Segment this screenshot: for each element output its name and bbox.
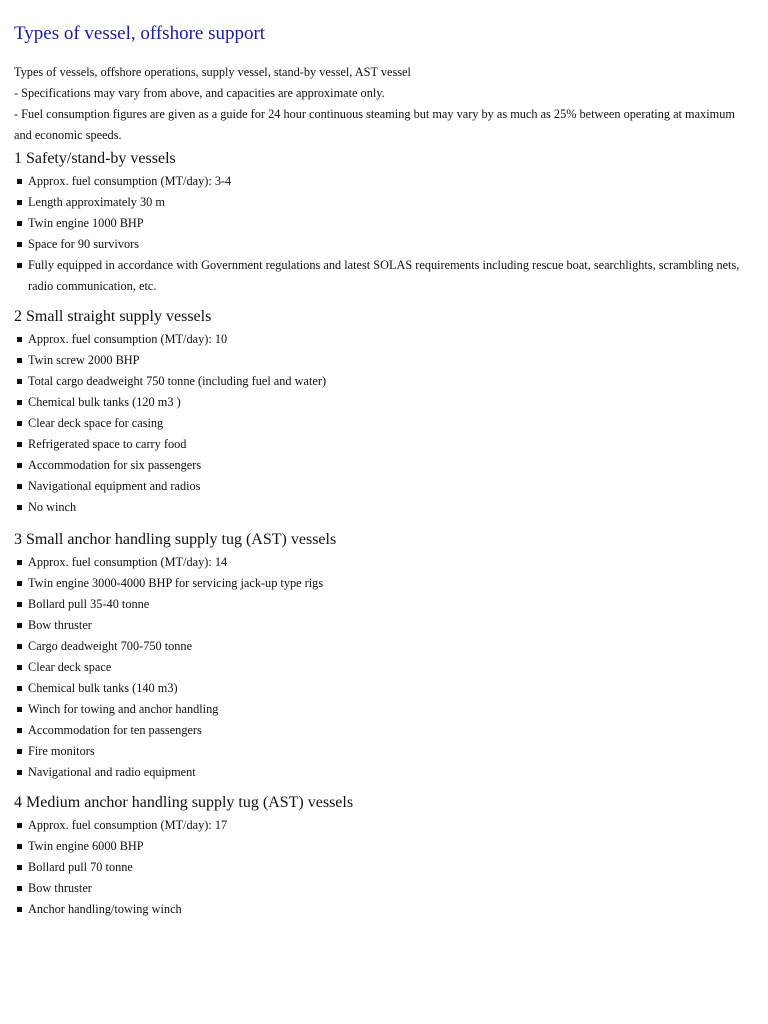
list-item-text: Bow thruster	[28, 618, 92, 632]
list-item	[14, 350, 754, 371]
list-item-text: Bollard pull 70 tonne	[28, 860, 133, 874]
list-item-text: Twin engine 3000-4000 BHP for servicing jack-up type rigs	[28, 576, 324, 590]
bullet-icon	[17, 665, 22, 670]
section-heading-safety-standby: 1 Safety/stand-by vessels	[14, 150, 176, 167]
bullet-icon	[17, 337, 22, 342]
list-item	[14, 899, 754, 920]
intro-block	[14, 62, 754, 146]
section-heading-small-supply: 2 Small straight supply vessels	[14, 308, 212, 325]
list-item-text: Approx. fuel consumption (MT/day): 17	[28, 818, 228, 832]
list-item	[14, 573, 754, 594]
list-item-text: Refrigerated space to carry food	[28, 437, 187, 451]
list-item-text: Twin screw 2000 BHP	[28, 353, 140, 367]
bullet-icon	[17, 505, 22, 510]
list-item-text: Navigational and radio equipment	[28, 765, 196, 779]
list-item	[14, 741, 754, 762]
list-item-text: Fire monitors	[28, 744, 95, 758]
list-item	[14, 213, 754, 234]
list-item	[14, 762, 754, 783]
bullet-icon	[17, 886, 22, 891]
list-item-text: Winch for towing and anchor handling	[28, 702, 219, 716]
list-item	[14, 615, 754, 636]
list-item	[14, 413, 754, 434]
section-list-safety-standby	[14, 171, 754, 297]
list-item	[14, 392, 754, 413]
section-list-medium-ast	[14, 815, 754, 920]
section-heading-medium-ast: 4 Medium anchor handling supply tug (AST) vessels	[14, 794, 354, 811]
section-list-small-ast	[14, 552, 754, 783]
bullet-icon	[17, 707, 22, 712]
list-item	[14, 497, 754, 518]
list-item	[14, 815, 754, 836]
list-item	[14, 699, 754, 720]
page-title: Types of vessel, offshore support	[14, 23, 266, 44]
list-item	[14, 171, 754, 192]
list-item	[14, 329, 754, 350]
bullet-icon	[17, 358, 22, 363]
list-item-text: No winch	[28, 500, 77, 514]
list-item-text: Bow thruster	[28, 881, 92, 895]
bullet-icon	[17, 623, 22, 628]
list-item	[14, 455, 754, 476]
bullet-icon	[17, 484, 22, 489]
list-item-text: Chemical bulk tanks (140 m3)	[28, 681, 178, 695]
bullet-icon	[17, 770, 22, 775]
list-item-text: Bollard pull 35-40 tonne	[28, 597, 150, 611]
list-item-text: Twin engine 1000 BHP	[28, 216, 144, 230]
bullet-icon	[17, 200, 22, 205]
list-item	[14, 836, 754, 857]
list-item	[14, 552, 754, 573]
bullet-icon	[17, 823, 22, 828]
bullet-icon	[17, 463, 22, 468]
bullet-icon	[17, 242, 22, 247]
list-item	[14, 878, 754, 899]
bullet-icon	[17, 844, 22, 849]
list-item	[14, 720, 754, 741]
list-item	[14, 255, 754, 297]
list-item-text: Navigational equipment and radios	[28, 479, 201, 493]
bullet-icon	[17, 581, 22, 586]
list-item	[14, 594, 754, 615]
list-item-text: Length approximately 30 m	[28, 195, 165, 209]
list-item-text: Cargo deadweight 700-750 tonne	[28, 639, 193, 653]
list-item	[14, 678, 754, 699]
bullet-icon	[17, 602, 22, 607]
bullet-icon	[17, 221, 22, 226]
list-item	[14, 636, 754, 657]
list-item-text: Twin engine 6000 BHP	[28, 839, 144, 853]
bullet-icon	[17, 442, 22, 447]
bullet-icon	[17, 907, 22, 912]
section-list-small-supply	[14, 329, 754, 518]
section-heading-small-ast: 3 Small anchor handling supply tug (AST) vessels	[14, 531, 337, 548]
list-item-text: Accommodation for six passengers	[28, 458, 202, 472]
bullet-icon	[17, 728, 22, 733]
list-item-text: Space for 90 survivors	[28, 237, 139, 251]
list-item	[14, 434, 754, 455]
bullet-icon	[17, 865, 22, 870]
list-item	[14, 371, 754, 392]
list-item	[14, 857, 754, 878]
intro-note-specifications: - Specifications may vary from above, and capacities are approximate only.	[14, 86, 385, 100]
list-item	[14, 234, 754, 255]
list-item	[14, 657, 754, 678]
list-item-text: Approx. fuel consumption (MT/day): 3-4	[28, 174, 232, 188]
list-item-text: Approx. fuel consumption (MT/day): 14	[28, 555, 228, 569]
bullet-icon	[17, 421, 22, 426]
list-item-text: Total cargo deadweight 750 tonne (including fuel and water)	[28, 374, 327, 388]
list-item	[14, 476, 754, 497]
bullet-icon	[17, 644, 22, 649]
list-item-text: Accommodation for ten passengers	[28, 723, 202, 737]
list-item-text: Clear deck space for casing	[28, 416, 164, 430]
bullet-icon	[17, 400, 22, 405]
bullet-icon	[17, 749, 22, 754]
intro-keywords: Types of vessels, offshore operations, supply vessel, stand-by vessel, AST vessel	[14, 65, 411, 79]
list-item	[14, 192, 754, 213]
bullet-icon	[17, 560, 22, 565]
bullet-icon	[17, 179, 22, 184]
intro-note-fuel: - Fuel consumption figures are given as a guide for 24 hour continuous steaming but may vary by as much as 25% between operating at maximum and economic speeds.	[14, 107, 735, 142]
bullet-icon	[17, 263, 22, 268]
list-item-text: Anchor handling/towing winch	[28, 902, 182, 916]
bullet-icon	[17, 379, 22, 384]
list-item-text: Chemical bulk tanks (120 m3 )	[28, 395, 181, 409]
list-item-text: Clear deck space	[28, 660, 112, 674]
list-item-text: Fully equipped in accordance with Government regulations and latest SOLAS requirements including rescue boat, searchlights, scrambling nets, radio communication, etc.	[28, 258, 740, 293]
list-item-text: Approx. fuel consumption (MT/day): 10	[28, 332, 228, 346]
bullet-icon	[17, 686, 22, 691]
